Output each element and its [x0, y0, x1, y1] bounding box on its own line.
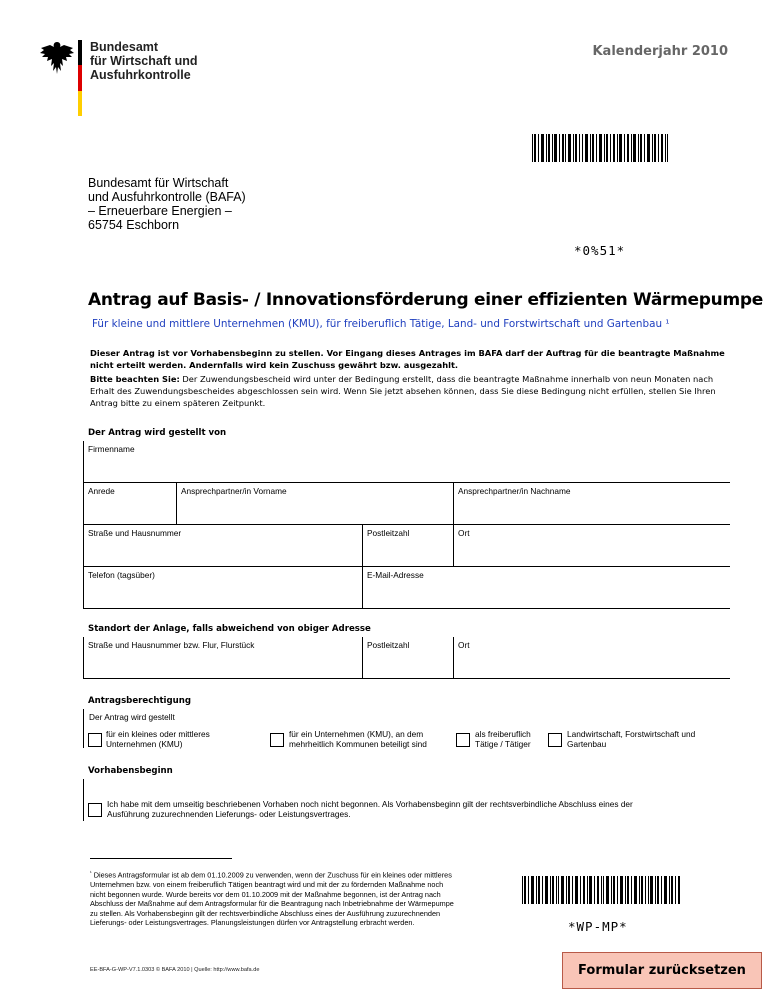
location-street-field[interactable]: Straße und Hausnummer bzw. Flur, Flurstück [83, 637, 362, 679]
company-name-field[interactable]: Firmenname [83, 441, 730, 483]
notice-hint-text: Der Zuwendungsbescheid wird unter der Bedingung erstellt, dass die beantragte Maßnahme innerhalb von neun Monaten nach Erhalt des Zuwendungsbescheides abgeschlossen sein wird. Wenn Sie jetzt absehen können, dass Sie diese Bedingung nicht erfüllen, stellen Sie Ihren Antrag bitte zu einem späteren Zeitpunkt. [90, 374, 716, 408]
recipient-address: Bundesamt für Wirtschaft und Ausfuhrkontrolle (BAFA) – Erneuerbare Energien – 65754 Eschborn [88, 176, 246, 232]
option-municipal-label: für ein Unternehmen (KMU), an dem mehrheitlich Kommunen beteiligt sind [289, 729, 427, 749]
checkbox-not-started[interactable] [88, 803, 102, 817]
checkbox-freelance[interactable] [456, 733, 470, 747]
eligibility-heading: Antragsberechtigung [88, 696, 192, 706]
eligibility-border [83, 709, 84, 748]
checkbox-kmu[interactable] [88, 733, 102, 747]
option-freelance-label: als freiberuflich Tätige / Tätiger [475, 729, 531, 749]
phone-field[interactable]: Telefon (tagsüber) [83, 567, 362, 609]
page-subtitle: Für kleine und mittlere Unternehmen (KMU), für freiberuflich Tätige, Land- und Forstwirtschaft und Gartenbau ¹ [92, 318, 670, 330]
notice-hint-label: Bitte beachten Sie: [90, 374, 180, 384]
reset-form-button[interactable]: Formular zurücksetzen [562, 952, 762, 989]
german-flag-stripe [78, 40, 82, 116]
project-start-label: Ich habe mit dem umseitig beschriebenen Vorhaben noch nicht begonnen. Als Vorhabensbeginn gilt der rechtsverbindliche Abschluss eines der Ausführung zuzurechnenden Lieferungs- oder Leistungsvertrages. [107, 799, 633, 819]
location-city-field[interactable]: Ort [453, 637, 730, 679]
last-name-field[interactable]: Ansprechpartner/in Nachname [453, 483, 730, 525]
notice-block [90, 347, 730, 409]
option-agriculture-label: Landwirtschaft, Forstwirtschaft und Gartenbau [567, 729, 696, 749]
project-start-border [83, 779, 84, 821]
salutation-field[interactable]: Anrede [83, 483, 176, 525]
checkbox-municipal[interactable] [270, 733, 284, 747]
city-field[interactable]: Ort [453, 525, 730, 567]
location-heading: Standort der Anlage, falls abweichend von obiger Adresse [88, 624, 371, 634]
barcode-text-top: *0%51* [574, 243, 626, 258]
notice-bold: Dieser Antrag ist vor Vorhabensbeginn zu stellen. Vor Eingang dieses Antrages im BAFA darf der Auftrag für die beantragte Maßnahme nicht erteilt werden. Andernfalls wird kein Zuschuss gewährt bzw. ausgezahlt. [90, 348, 725, 370]
barcode-text-bottom: *WP-MP* [568, 919, 628, 934]
footnote-divider [90, 858, 232, 859]
organization-name: Bundesamt für Wirtschaft und Ausfuhrkontrolle [90, 40, 198, 82]
checkbox-agriculture[interactable] [548, 733, 562, 747]
barcode-top [532, 134, 668, 162]
location-zip-field[interactable]: Postleitzahl [362, 637, 453, 679]
project-start-heading: Vorhabensbeginn [88, 766, 173, 776]
street-field[interactable]: Straße und Hausnummer [83, 525, 362, 567]
federal-eagle-icon [38, 40, 76, 76]
email-field[interactable]: E-Mail-Adresse [362, 567, 730, 609]
footnote: $^{^1}$ Dieses Antragsformular ist ab dem 01.10.2009 zu verwenden, wenn der Zuschuss für ein kleines oder mittleres Unternehmen bzw. von einem freiberuflich Tätigen beantragt wird und mit der zu fördernden Maßnahme noch nicht begonnen wurde. Wurde bereits vor dem 01.10.2009 mit der Maßnahme begonnen, ist der Antrag nach Abschluss der Maßnahme auf dem Antragsformular für die Beantragung nach Inbetriebnahme der Wärmepumpe zu stellen. Als Vorhabensbeginn gilt der rechtsverbindliche Abschluss eines der Ausführung zuzurechnenden Lieferungs- oder Leistungsvertrages. Planungsleistungen dürfen vor Antragstellung erbracht werden. [90, 870, 454, 928]
page-title: Antrag auf Basis- / Innovationsförderung einer effizienten Wärmepumpe [88, 290, 763, 310]
zip-field[interactable]: Postleitzahl [362, 525, 453, 567]
option-kmu-label: für ein kleines oder mittleres Unternehmen (KMU) [106, 729, 210, 749]
calendar-year: Kalenderjahr 2010 [592, 44, 728, 59]
barcode-bottom [522, 876, 680, 904]
first-name-field[interactable]: Ansprechpartner/in Vorname [176, 483, 453, 525]
applicant-heading: Der Antrag wird gestellt von [88, 428, 227, 438]
document-footer: EE-BFA-G-WP-V7.1.0303 © BAFA 2010 | Quelle: http://www.bafa.de [90, 967, 260, 973]
eligibility-intro: Der Antrag wird gestellt [89, 712, 175, 722]
